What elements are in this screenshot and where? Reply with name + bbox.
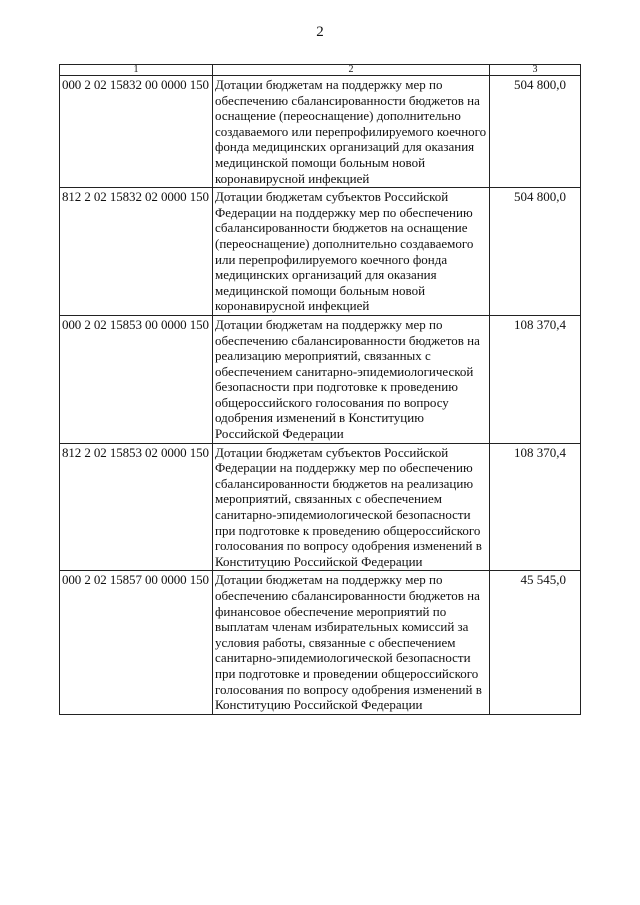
budget-code-cell: 000 2 02 15832 00 0000 150 bbox=[60, 76, 213, 188]
description-text: Дотации бюджетам на поддержку мер по обеспечению сбалансированности бюджетов на реализацию мероприятий, связанных с обеспечением санитарно-эпидемиологической безопасности при подготовке к проведению общероссийского голосования по вопросу одобрения изменений в Конституцию Российской Федерации bbox=[215, 316, 480, 442]
description-cell bbox=[213, 571, 490, 714]
description-cell bbox=[213, 443, 490, 571]
budget-code-cell: 812 2 02 15853 02 0000 150 bbox=[60, 443, 213, 571]
amount-cell: 108 370,4 bbox=[490, 443, 581, 571]
column-header-amount: 3 bbox=[490, 65, 581, 76]
table-row bbox=[60, 571, 581, 714]
description-text: Дотации бюджетам субъектов Российской Федерации на поддержку мер по обеспечению сбалансированности бюджетов на оснащение (переоснащение) дополнительно создаваемого или перепрофилируемого коечного фонда медицинских организаций для оказания медицинской помощи больным новой коронавирусной инфекцией bbox=[215, 189, 474, 314]
table-row bbox=[60, 315, 581, 443]
budget-code-cell: 000 2 02 15853 00 0000 150 bbox=[60, 315, 213, 443]
amount-cell: 504 800,0 bbox=[490, 76, 581, 188]
description-cell bbox=[213, 76, 490, 188]
budget-code-cell: 000 2 02 15857 00 0000 150 bbox=[60, 571, 213, 714]
description-text: Дотации бюджетам субъектов Российской Федерации на поддержку мер по обеспечению сбалансированности бюджетов на реализацию мероприятий, связанных с обеспечением санитарно-эпидемиологической безопасности при подготовке к проведению общероссийского голосования по вопросу одобрения изменений в Конституцию Российской Федерации bbox=[215, 444, 482, 569]
description-cell bbox=[213, 188, 490, 316]
table-header-row bbox=[60, 65, 581, 76]
column-header-description: 2 bbox=[213, 65, 490, 76]
table-row bbox=[60, 443, 581, 571]
budget-table bbox=[59, 64, 581, 715]
table-row bbox=[60, 76, 581, 188]
amount-cell: 45 545,0 bbox=[490, 571, 581, 714]
amount-cell: 108 370,4 bbox=[490, 315, 581, 443]
amount-cell: 504 800,0 bbox=[490, 188, 581, 316]
description-text: Дотации бюджетам на поддержку мер по обеспечению сбалансированности бюджетов на финансовое обеспечение мероприятий по выплатам членам избирательных комиссий за условия работы, связанные с обеспечением санитарно-эпидемиологической безопасности при подготовке и проведении общероссийского голосования по вопросу одобрения изменений в Конституцию Российской Федерации bbox=[215, 572, 482, 713]
page-number: 2 bbox=[316, 24, 324, 40]
column-header-code: 1 bbox=[60, 65, 213, 76]
description-cell bbox=[213, 315, 490, 443]
budget-code-cell: 812 2 02 15832 02 0000 150 bbox=[60, 188, 213, 316]
table-row bbox=[60, 188, 581, 316]
description-text: Дотации бюджетам на поддержку мер по обеспечению сбалансированности бюджетов на оснащение (переоснащение) дополнительно создаваемого или перепрофилируемого коечного фонда медицинских организаций для оказания медицинской помощи больным новой коронавирусной инфекцией bbox=[215, 77, 487, 186]
